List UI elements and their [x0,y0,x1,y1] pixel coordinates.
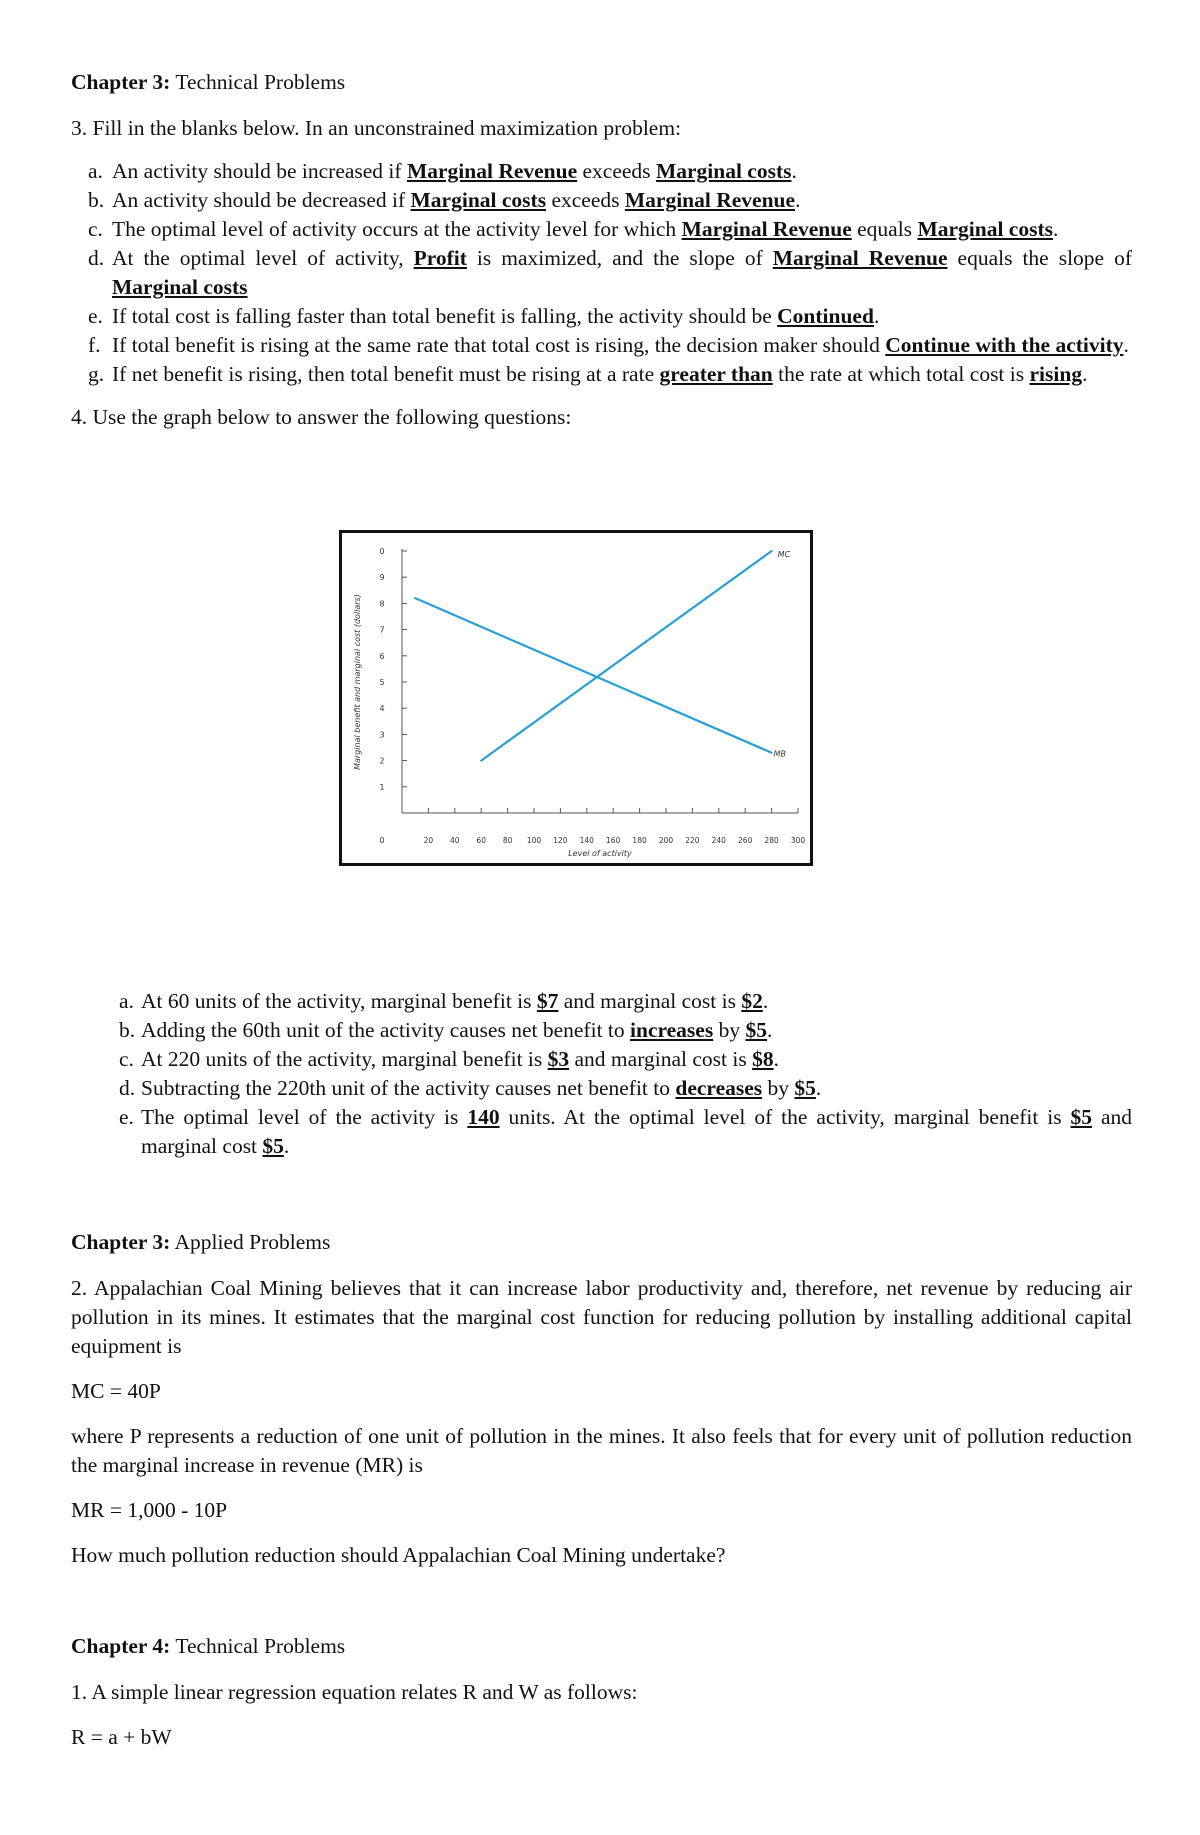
chapter4-technical-section [71,1632,1132,1752]
question-4-intro: 4. Use the graph below to answer the following questions: [71,405,572,429]
series-label-mc: MC [777,550,791,559]
q3-item-g: g. If net benefit is rising, then total benefit must be rising at a rate greater than the rate at which total cost is rising. [88,362,1088,386]
x-tick-label: 60 [476,836,486,845]
document-page [71,68,1132,432]
x-tick-label: 120 [553,836,568,845]
x-tick-label: 40 [450,836,460,845]
x-tick-label: 100 [526,836,542,845]
x-tick-label: 160 [606,836,621,845]
question-4-list [86,987,1132,1161]
y-tick-label: 2 [379,756,385,766]
q3-item-b: b. An activity should be decreased if Marginal costs exceeds Marginal Revenue. [88,188,801,212]
y-axis-label: Marginal benefit and marginal cost (dollars) [353,594,362,770]
origin-label: 0 [379,836,385,845]
applied-question: How much pollution reduction should Appalachian Coal Mining undertake? [71,1543,726,1567]
q4-item-d: d. Subtracting the 220th unit of the activity causes net benefit to decreases by $5. [119,1076,822,1100]
x-tick-label: 220 [685,836,700,845]
y-tick-label: 7 [379,625,385,635]
y-tick-label: 5 [379,678,385,687]
x-tick-label: 180 [632,836,647,845]
y-tick-label: 4 [379,704,385,714]
y-tick-label: 6 [379,651,385,661]
series-line-mb [415,598,771,753]
y-tick-label: 8 [379,599,385,609]
q3-item-c: c. The optimal level of activity occurs at the activity level for which Marginal Revenue equals Marginal costs. [88,217,1059,241]
y-tick-label: 1 [379,782,385,792]
x-tick-label: 300 [790,836,806,845]
chapter3-technical-heading: Chapter 3: Technical Problems [71,70,346,94]
chart-svg [342,533,810,863]
q3-item-d: d. At the optimal level of activity, Profit is maximized, and the slope of Marginal Revenue equals the slope of Marginal costs [88,246,1132,299]
x-tick-label: 280 [764,836,779,845]
question-3-intro: 3. Fill in the blanks below. In an unconstrained maximization problem: [71,116,682,140]
q4-item-e: e. The optimal level of the activity is 140 units. At the optimal level of the activity, marginal benefit is $5 and marginal cost $5. [119,1105,1133,1158]
chapter3-applied-section [71,1228,1132,1570]
q4-item-b: b. Adding the 60th unit of the activity causes net benefit to increases by $5. [119,1018,773,1042]
q4-item-a: a. At 60 units of the activity, marginal benefit is $7 and marginal cost is $2. [119,989,769,1013]
x-tick-label: 20 [423,836,434,845]
chapter4-technical-heading: Chapter 4: Technical Problems [71,1634,346,1658]
regression-equation: R = a + bW [71,1725,172,1749]
q4-item-c: c. At 220 units of the activity, marginal benefit is $3 and marginal cost is $8. [119,1047,779,1071]
series-line-mc [481,551,771,761]
series-label-mb: MB [773,749,786,759]
applied-q2-text: 2. Appalachian Coal Mining believes that it can increase labor productivity and, therefore, net revenue by reducing air pollution in its mines. It estimates that the marginal cost function for reducing pollution by installing additional capital equipment is [71,1276,1132,1358]
chapter3-applied-heading: Chapter 3: Applied Problems [71,1230,331,1254]
question-3-list [71,157,1132,389]
x-tick-label: 140 [579,836,594,845]
q3-item-a: a. An activity should be increased if Marginal Revenue exceeds Marginal costs. [88,159,797,183]
x-tick-label: 80 [502,836,513,845]
question-4-answers [86,987,1132,1161]
x-tick-label: 260 [738,836,753,845]
q3-item-f: f. If total benefit is rising at the same rate that total cost is rising, the decision maker should Continue with the activity. [88,333,1129,357]
mc-equation: MC = 40P [71,1379,161,1403]
q3-item-e: e. If total cost is falling faster than total benefit is falling, the activity should be Continued. [88,304,880,328]
mr-equation: MR = 1,000 - 10P [71,1498,228,1522]
y-tick-label: 0 [379,547,385,556]
x-axis-label: Level of activity [568,849,632,858]
applied-where-text: where P represents a reduction of one unit of pollution in the mines. It also feels that for every unit of pollution reduction the marginal increase in revenue (MR) is [71,1424,1132,1477]
x-tick-label: 200 [658,836,674,845]
y-tick-label: 9 [379,573,385,583]
mb-mc-chart [339,530,813,866]
y-tick-label: 3 [379,730,385,740]
x-tick-label: 240 [711,836,726,845]
ch4-q1-text: 1. A simple linear regression equation relates R and W as follows: [71,1680,638,1704]
